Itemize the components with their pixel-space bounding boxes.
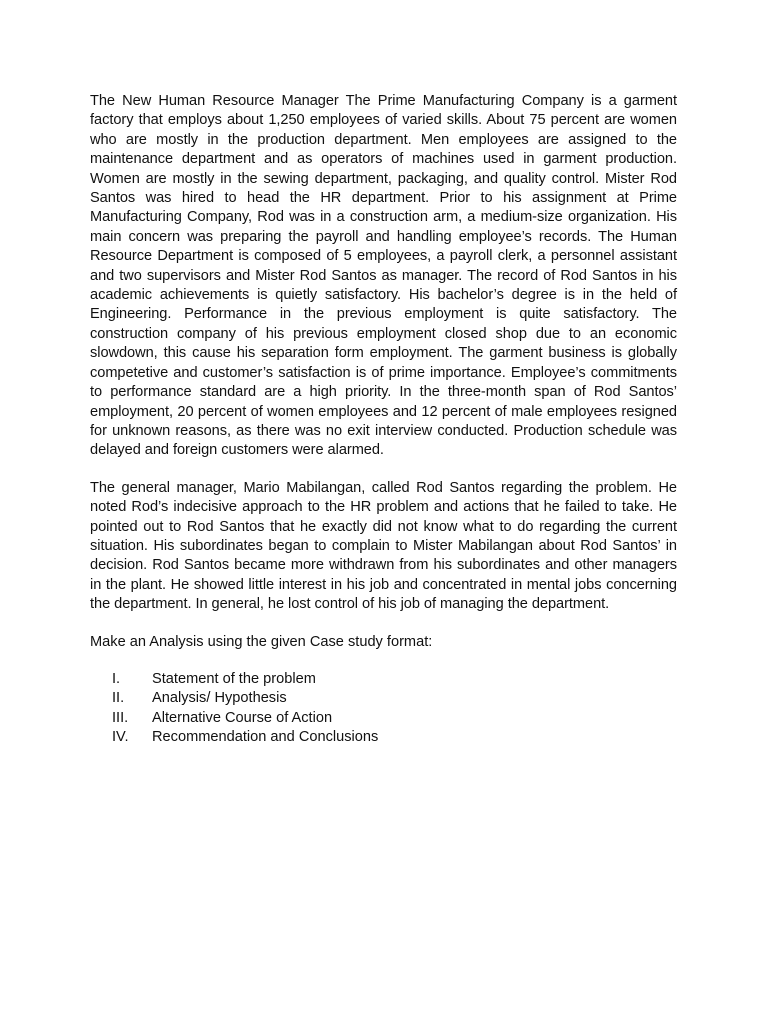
list-item-number: IV. xyxy=(112,729,129,746)
list-item xyxy=(90,728,677,747)
analysis-prompt: Make an Analysis using the given Case study format: xyxy=(90,633,433,650)
list-item xyxy=(90,689,677,708)
case-paragraph-1: The New Human Resource Manager The Prime Manufacturing Company is a garment factory that employs about 1,250 employees of varied skills. About 75 percent are women who are mostly in the production department. Men employees are assigned to the maintenance department and as operators of machines used in garment production. Women are mostly in the sewing department, packaging, and quality control. Mister Rod Santos was hired to head the HR department. Prior to his assignment at Prime Manufacturing Company, Rod was in a construction arm, a medium-size organization. His main concern was preparing the payroll and handling employee’s records. The Human Resource Department is composed of 5 employees, a payroll clerk, a personnel assistant and two supervisors and Mister Rod Santos as manager. The record of Rod Santos in his academic achievements is quietly satisfactory. His bachelor’s degree is in the held of Engineering. Performance in the previous employment is quite satisfactory. The construction company of his previous employment closed shop due to an economic slowdown, this cause his separation form employment. The garment business is globally competetive and customer’s satisfaction is of prime importance. Employee’s commitments to performance standard are a high priority. In the three-month span of Rod Santos’ employment, 20 percent of women employees and 12 percent of male employees resigned for unknown reasons, as there was no exit interview conducted. Production schedule was delayed and foreign customers were alarmed. xyxy=(90,93,677,459)
list-item-number: II. xyxy=(112,690,125,707)
list-item-text: Statement of the problem xyxy=(152,670,316,687)
list-item xyxy=(90,709,677,728)
case-study-outline xyxy=(90,670,677,748)
list-item xyxy=(90,670,677,689)
list-item-number: I. xyxy=(112,670,121,687)
list-item-number: III. xyxy=(112,709,129,726)
list-item-text: Analysis/ Hypothesis xyxy=(152,690,287,707)
list-item-text: Alternative Course of Action xyxy=(152,709,333,726)
list-item-text: Recommendation and Conclusions xyxy=(152,729,379,746)
case-paragraph-2: The general manager, Mario Mabilangan, called Rod Santos regarding the problem. He noted Rod’s indecisive approach to the HR problem and actions that he failed to take. He pointed out to Rod Santos that he exactly did not know what to do regarding the current situation. His subordinates began to complain to Mister Mabilangan about Rod Santos’ in decision. Rod Santos became more withdrawn from his subordinates and other managers in the plant. He showed little interest in his job and concentrated in mental jobs concerning the department. In general, he lost control of his job of managing the department. xyxy=(90,479,677,613)
document-page xyxy=(90,92,677,748)
